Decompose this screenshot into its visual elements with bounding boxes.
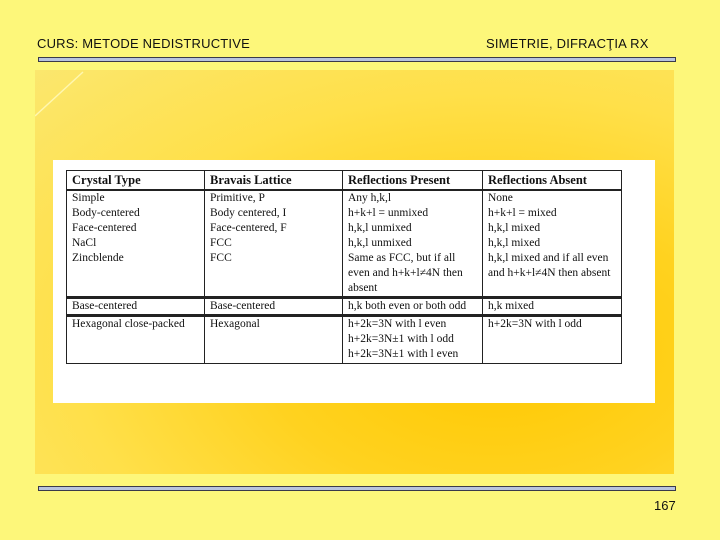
header-topic-title: SIMETRIE, DIFRACŢIA RX <box>486 36 649 51</box>
table-row <box>67 190 622 206</box>
corner-decoration <box>35 70 115 120</box>
table-row <box>67 236 622 251</box>
cell-present: Same as FCC, but if all even and h+k+l≠4N then absent <box>343 251 483 298</box>
page-number: 167 <box>654 498 676 513</box>
table-row <box>67 298 622 316</box>
bottom-divider <box>38 486 676 491</box>
cell-crystal-type: Face-centered <box>67 221 205 236</box>
table-row <box>67 316 622 364</box>
cell-crystal-type: Simple <box>67 190 205 206</box>
cell-absent: h+k+l = mixed <box>483 206 622 221</box>
header-reflections-absent: Reflections Absent <box>483 171 622 191</box>
cell-absent: h,k mixed <box>483 298 622 316</box>
cell-crystal-type: Base-centered <box>67 298 205 316</box>
table-row <box>67 206 622 221</box>
cell-present: h,k both even or both odd <box>343 298 483 316</box>
cell-present <box>343 316 483 364</box>
cell-present: h+k+l = unmixed <box>343 206 483 221</box>
table-header-row <box>67 171 622 191</box>
header-crystal-type: Crystal Type <box>67 171 205 191</box>
table-row <box>67 251 622 298</box>
condition-line: h+2k=3N±1 with l even <box>348 348 459 360</box>
table-row <box>67 221 622 236</box>
cell-bravais-lattice: Face-centered, F <box>205 221 343 236</box>
cell-bravais-lattice: FCC <box>205 236 343 251</box>
cell-crystal-type: Body-centered <box>67 206 205 221</box>
condition-line: h+2k=3N with l even <box>348 318 447 330</box>
header-reflections-present: Reflections Present <box>343 171 483 191</box>
cell-bravais-lattice: Primitive, P <box>205 190 343 206</box>
header-bravais-lattice: Bravais Lattice <box>205 171 343 191</box>
cell-bravais-lattice: Hexagonal <box>205 316 343 364</box>
cell-present: h,k,l unmixed <box>343 236 483 251</box>
cell-absent: h,k,l mixed <box>483 221 622 236</box>
reflection-conditions-table <box>66 170 622 364</box>
header-course-title: CURS: METODE NEDISTRUCTIVE <box>37 36 250 51</box>
cell-crystal-type: Hexagonal close-packed <box>67 316 205 364</box>
cell-present: h,k,l unmixed <box>343 221 483 236</box>
cell-crystal-type: NaCl <box>67 236 205 251</box>
cell-bravais-lattice: FCC <box>205 251 343 298</box>
condition-line: h+2k=3N±1 with l odd <box>348 333 454 345</box>
cell-absent: h+2k=3N with l odd <box>483 316 622 364</box>
cell-crystal-type: Zincblende <box>67 251 205 298</box>
top-divider <box>38 57 676 62</box>
cell-bravais-lattice: Base-centered <box>205 298 343 316</box>
cell-bravais-lattice: Body centered, I <box>205 206 343 221</box>
cell-present: Any h,k,l <box>343 190 483 206</box>
cell-absent: h,k,l mixed <box>483 236 622 251</box>
cell-absent: h,k,l mixed and if all even and h+k+l≠4N then absent <box>483 251 622 298</box>
cell-absent: None <box>483 190 622 206</box>
